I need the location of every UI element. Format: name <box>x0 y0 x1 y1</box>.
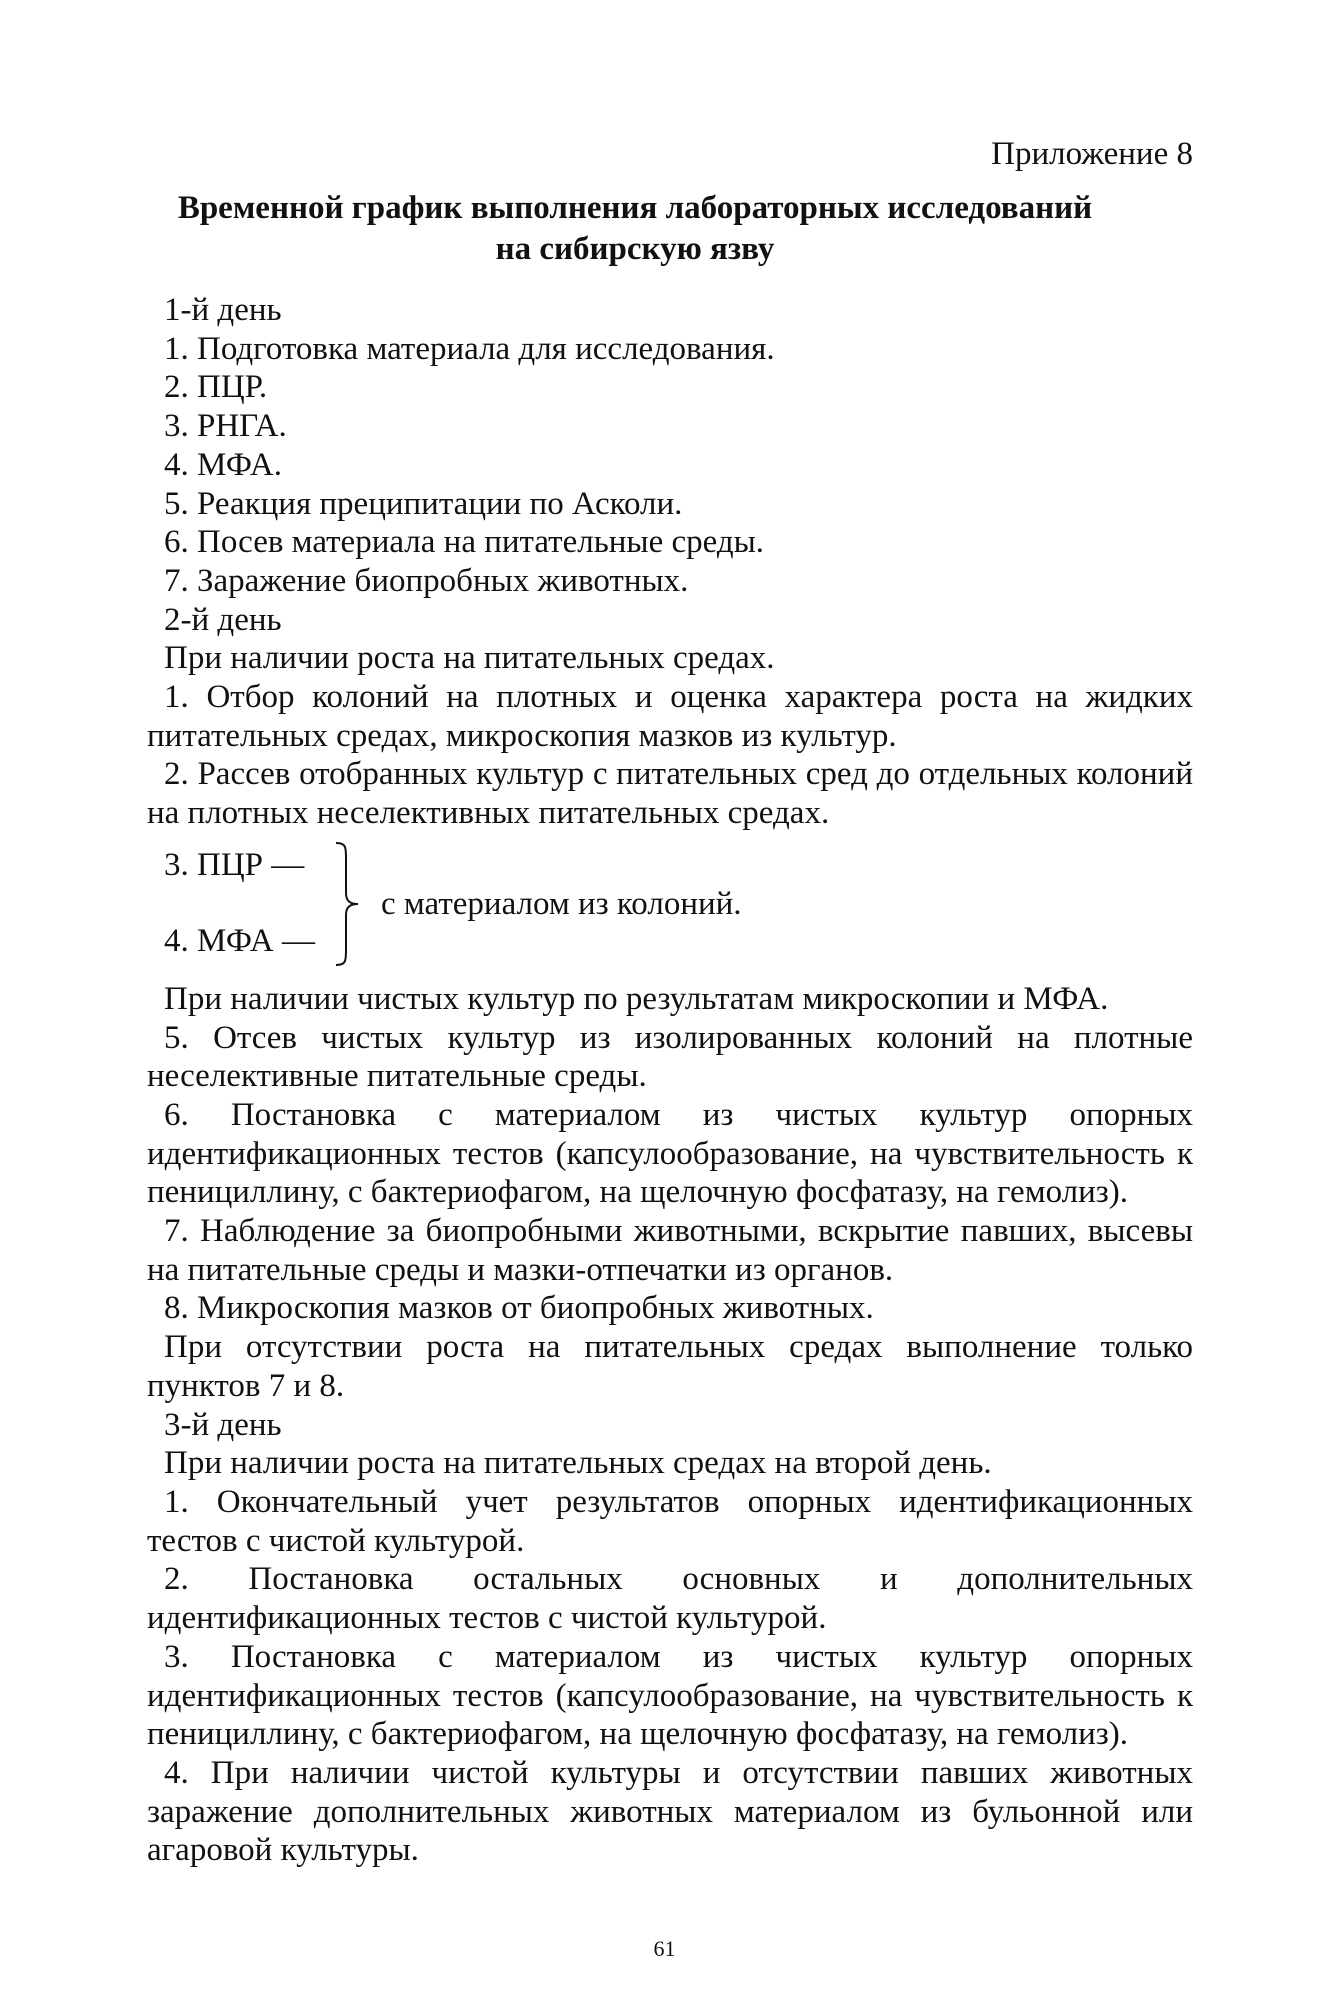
day-2-item-4: 4. МФА — <box>164 922 315 959</box>
page-number: 61 <box>653 1936 676 1961</box>
day-1-item-2: 2. ПЦР. <box>164 369 268 406</box>
day-2-item-8: 8. Микроскопия мазков от биопробных животных. <box>164 1290 874 1327</box>
day-2-item-3: 3. ПЦР — <box>164 846 305 883</box>
curly-brace-icon <box>332 841 362 967</box>
day-1-section <box>147 291 1193 601</box>
day-3-heading: 3-й день <box>164 1406 282 1443</box>
day-2-item-2: 2. Рассев отобранных культур с питательных сред до отдельных колоний на плотных неселективных питательных средах. <box>147 756 1193 832</box>
day-3-item-3: 3. Постановка с материалом из чистых культур опорных идентификационных тестов (капсулообразование, на чувствительность к пенициллину, с бактериофагом, на щелочную фосфатазу, на гемолиз). <box>147 1638 1193 1753</box>
day-3-section <box>147 1406 1193 1870</box>
day-1-heading: 1-й день <box>164 292 282 328</box>
day-1-item-3: 3. РНГА. <box>164 408 287 445</box>
bracket-group <box>147 846 1193 964</box>
day-2-heading: 2-й день <box>164 601 282 638</box>
day-3-item-4: 4. При наличии чистой культуры и отсутствии павших животных заражение дополнительных животных материалом из бульонной или агаровой культуры. <box>147 1754 1193 1869</box>
title-line-2: на сибирскую язву <box>495 231 775 267</box>
title-line-1: Временной график выполнения лабораторных исследований <box>177 190 1093 226</box>
day-2-item-5: 5. Отсев чистых культур из изолированных колоний на плотные неселективные питательные среды. <box>147 1019 1193 1095</box>
day-2-item-6: 6. Постановка с материалом из чистых культур опорных идентификационных тестов (капсулообразование, на чувствительность к пенициллину, с бактериофагом, на щелочную фосфатазу, на гемолиз). <box>147 1096 1193 1211</box>
day-1-item-6: 6. Посев материала на питательные среды. <box>164 524 765 561</box>
day-2-condition-pure: При наличии чистых культур по результатам микроскопии и МФА. <box>164 980 1109 1017</box>
day-2-section <box>147 601 1193 1406</box>
day-2-condition-growth: При наличии роста на питательных средах. <box>164 640 775 677</box>
document-body <box>147 291 1193 1870</box>
day-3-item-1: 1. Окончательный учет результатов опорных идентификационных тестов с чистой культурой. <box>147 1483 1193 1559</box>
document-title <box>140 188 1130 270</box>
day-1-item-4: 4. МФА. <box>164 446 282 483</box>
day-2-item-7: 7. Наблюдение за биопробными животными, вскрытие павших, высевы на питательные среды и мазки-отпечатки из органов. <box>147 1213 1193 1288</box>
day-2-condition-no-growth: При отсутствии роста на питательных средах выполнение только пунктов 7 и 8. <box>147 1329 1193 1404</box>
appendix-label: Приложение 8 <box>991 136 1193 172</box>
day-2-item-1: 1. Отбор колоний на плотных и оценка характера роста на жидких питательных средах, микроскопия мазков из культур. <box>147 679 1193 754</box>
day-3-condition: При наличии роста на питательных средах на второй день. <box>164 1445 992 1482</box>
day-1-item-5: 5. Реакция преципитации по Асколи. <box>164 485 683 522</box>
day-1-item-7: 7. Заражение биопробных животных. <box>164 562 689 599</box>
bracket-caption: с материалом из колоний. <box>381 885 742 922</box>
day-3-item-2: 2. Постановка остальных основных и дополнительных идентификационных тестов с чистой культурой. <box>147 1561 1193 1637</box>
day-1-item-1: 1. Подготовка материала для исследования. <box>164 330 775 367</box>
